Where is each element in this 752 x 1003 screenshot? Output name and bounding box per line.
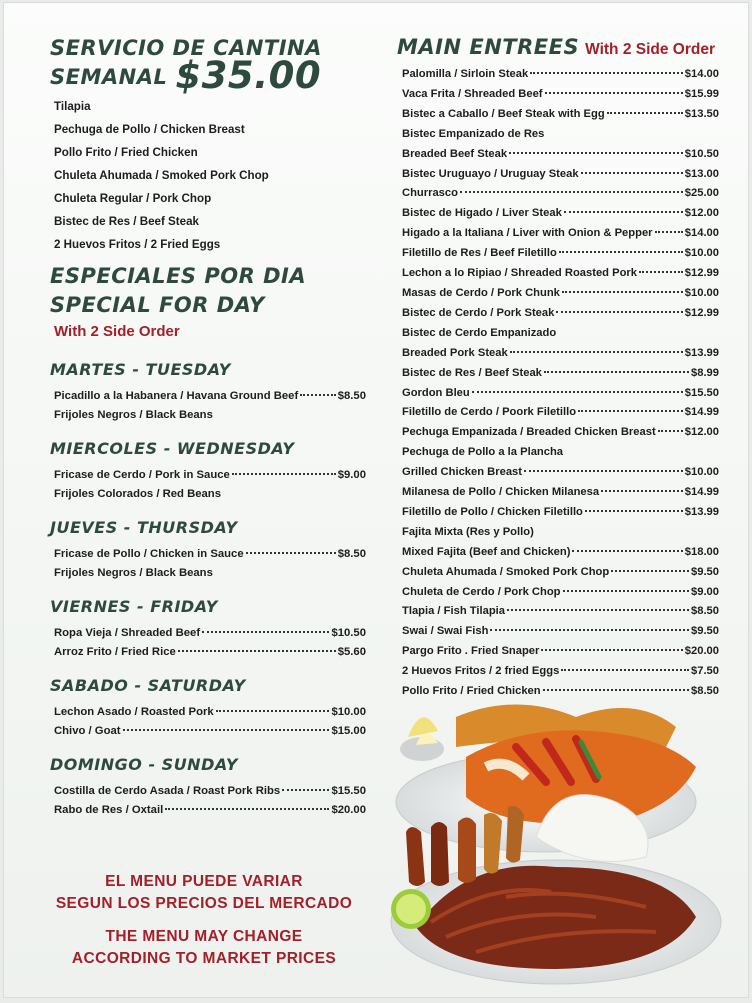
menu-item — [402, 165, 719, 185]
dot-leader — [300, 394, 336, 396]
dot-leader — [472, 391, 683, 393]
item-price: $9.00 — [691, 585, 719, 598]
dot-leader — [562, 291, 683, 293]
especiales-subtitle: With 2 Side Order — [54, 323, 180, 340]
item-name: Bistec a Caballo / Beef Steak with Egg — [402, 107, 605, 120]
item-name: Frijoles Negros / Black Beans — [54, 409, 213, 421]
item-name: Arroz Frito / Fried Rice — [54, 646, 176, 658]
day-heading: MIERCOLES - WEDNESDAY — [50, 439, 295, 458]
menu-item — [402, 284, 719, 304]
item-name: Bistec Uruguayo / Uruguay Steak — [402, 167, 579, 180]
menu-item — [402, 105, 719, 125]
item-name: Higado a la Italiana / Liver with Onion & Pepper — [402, 227, 653, 240]
item-price: $20.00 — [331, 804, 366, 816]
item-name: Churrasco — [402, 187, 458, 200]
list-item: Pechuga de Pollo / Chicken Breast — [54, 123, 245, 136]
dot-leader — [123, 729, 330, 731]
cantina-price: $35.00 — [175, 54, 322, 97]
item-price: $8.50 — [691, 605, 719, 618]
right-column — [397, 35, 719, 702]
item-name: Ropa Vieja / Shreaded Beef — [54, 627, 201, 639]
item-name: Rabo de Res / Oxtail — [54, 804, 164, 816]
item-name: Breaded Pork Steak — [402, 346, 508, 359]
menu-item — [402, 642, 719, 662]
item-price: $5.60 — [337, 646, 366, 658]
list-item: Chuleta Ahumada / Smoked Pork Chop — [54, 169, 269, 182]
dot-leader — [561, 669, 689, 671]
day-heading: DOMINGO - SUNDAY — [50, 755, 238, 774]
item-name: 2 Huevos Fritos / 2 fried Eggs — [402, 665, 560, 678]
item-name: Fricase de Cerdo / Pork in Sauce — [54, 469, 230, 481]
item-price: $14.99 — [684, 406, 719, 419]
dot-leader — [607, 112, 683, 114]
item-name: Bistec de Cerdo / Pork Steak — [402, 306, 555, 319]
dot-leader — [585, 510, 683, 512]
left-column — [50, 35, 366, 820]
menu-item — [402, 503, 719, 523]
dot-leader — [509, 152, 683, 154]
item-name: Gordon Bleu — [402, 386, 470, 399]
item-price: $10.00 — [684, 286, 719, 299]
item-price: $10.50 — [331, 627, 366, 639]
menu-item — [402, 483, 719, 503]
item-name: Grilled Chicken Breast — [402, 466, 522, 479]
menu-item — [402, 662, 719, 682]
item-price: $20.00 — [684, 645, 719, 658]
menu-item — [402, 125, 719, 145]
dot-leader — [544, 371, 689, 373]
item-name: Bistec de Cerdo Empanizado — [402, 326, 557, 339]
cantina-title-line1: SERVICIO DE CANTINA — [50, 36, 322, 60]
menu-item — [54, 387, 366, 406]
item-name: Vaca Frita / Shreaded Beef — [402, 87, 543, 100]
day-heading: VIERNES - FRIDAY — [50, 597, 218, 616]
item-name: Pollo Frito / Fried Chicken — [402, 685, 541, 698]
item-price: $15.50 — [331, 785, 366, 797]
dot-leader — [572, 550, 682, 552]
dot-leader — [564, 211, 683, 213]
item-name: Fajita Mixta (Res y Pollo) — [402, 525, 534, 538]
dot-leader — [559, 251, 683, 253]
item-name: Chuleta de Cerdo / Pork Chop — [402, 585, 561, 598]
item-price: $13.00 — [684, 167, 719, 180]
menu-item — [402, 264, 719, 284]
item-price: $14.00 — [684, 68, 719, 80]
item-name: Bistec de Higado / Liver Steak — [402, 207, 562, 220]
list-item: Chuleta Regular / Pork Chop — [54, 192, 212, 205]
item-price: $12.99 — [684, 306, 719, 319]
day-section — [50, 676, 366, 741]
dot-leader — [490, 629, 689, 631]
item-price: $13.99 — [684, 505, 719, 518]
dot-leader — [543, 689, 689, 691]
menu-item — [54, 545, 366, 564]
menu-item — [54, 406, 366, 425]
menu-item — [402, 543, 719, 563]
item-name: Filetillo de Pollo / Chicken Filetillo — [402, 505, 583, 518]
dot-leader — [563, 590, 689, 592]
item-price: $8.50 — [337, 390, 366, 402]
menu-item — [402, 403, 719, 423]
item-price: $15.99 — [684, 87, 719, 100]
item-price: $15.50 — [684, 386, 719, 399]
cantina-title-line2-row — [50, 54, 366, 97]
item-price: $8.99 — [691, 366, 719, 379]
item-name: Lechon Asado / Roasted Pork — [54, 706, 214, 718]
especiales-title-line1: ESPECIALES POR DIA — [50, 264, 307, 288]
item-price: $12.99 — [684, 267, 719, 280]
item-name: Tlapia / Fish Tilapia — [402, 605, 505, 618]
cantina-title — [50, 35, 366, 97]
price-notice — [24, 871, 384, 970]
dot-leader — [655, 231, 683, 233]
menu-item — [402, 384, 719, 404]
menu-item — [54, 564, 366, 583]
day-heading: SABADO - SATURDAY — [50, 676, 246, 695]
dot-leader — [178, 650, 336, 652]
menu-item — [402, 184, 719, 204]
menu-item — [402, 204, 719, 224]
menu-item — [402, 364, 719, 384]
item-name: Lechon a lo Ripiao / Shreaded Roasted Pork — [402, 267, 637, 280]
dot-leader — [545, 92, 683, 94]
menu-item — [402, 523, 719, 543]
dot-leader — [658, 430, 683, 432]
dot-leader — [581, 172, 683, 174]
item-name: Filetillo de Cerdo / Poork Filetillo — [402, 406, 577, 419]
especiales-title-line2: SPECIAL FOR DAY — [50, 293, 265, 317]
cantina-title-line2: SEMANAL — [50, 65, 168, 89]
day-heading: JUEVES - THURSDAY — [50, 518, 238, 537]
item-price: $14.00 — [684, 227, 719, 240]
menu-item — [402, 244, 719, 264]
cantina-list — [50, 95, 366, 256]
dot-leader — [530, 72, 683, 74]
list-item: Pollo Frito / Fried Chicken — [54, 146, 198, 159]
day-heading: MARTES - TUESDAY — [50, 360, 231, 379]
item-name: Mixed Fajita (Beef and Chicken) — [402, 545, 571, 558]
item-name: Pechuga Empanizada / Breaded Chicken Breast — [402, 426, 656, 439]
item-name: Frijoles Negros / Black Beans — [54, 567, 213, 579]
menu-item — [54, 703, 366, 722]
notice-es-line2: SEGUN LOS PRECIOS DEL MERCADO — [55, 895, 353, 912]
item-name: Bistec Empanizado de Res — [402, 127, 545, 140]
notice-en-line1: THE MENU MAY CHANGE — [105, 928, 303, 945]
item-name: Pargo Frito . Fried Snaper — [402, 645, 540, 658]
dot-leader — [639, 271, 683, 273]
list-item: Tilapia — [54, 100, 91, 113]
day-section — [50, 755, 366, 820]
menu-item — [54, 485, 366, 504]
menu-item — [54, 624, 366, 643]
item-price: $7.50 — [691, 665, 719, 678]
dot-leader — [524, 470, 683, 472]
item-name: Picadillo a la Habanera / Havana Ground Beef — [54, 390, 299, 402]
dot-leader — [246, 552, 336, 554]
main-title-text: MAIN ENTREES — [397, 35, 580, 59]
item-price: $10.00 — [684, 466, 719, 479]
menu-page — [4, 3, 748, 997]
dot-leader — [601, 490, 683, 492]
item-name: Bistec de Res / Beef Steak — [402, 366, 542, 379]
menu-item — [402, 344, 719, 364]
item-price: $18.00 — [684, 545, 719, 558]
menu-item — [54, 466, 366, 485]
item-name: Fricase de Pollo / Chicken in Sauce — [54, 548, 244, 560]
item-price: $10.00 — [331, 706, 366, 718]
menu-item — [402, 583, 719, 603]
menu-item — [402, 602, 719, 622]
list-item: 2 Huevos Fritos / 2 Fried Eggs — [54, 238, 221, 251]
menu-item — [402, 563, 719, 583]
dot-leader — [510, 351, 683, 353]
item-name: Filetillo de Res / Beef Filetillo — [402, 247, 557, 260]
day-section — [50, 518, 366, 583]
item-price: $8.50 — [691, 685, 719, 698]
day-section — [50, 597, 366, 662]
dot-leader — [611, 570, 689, 572]
food-platter-photo — [386, 697, 726, 987]
menu-item — [402, 65, 719, 85]
dot-leader — [232, 473, 336, 475]
dot-leader — [460, 191, 683, 193]
item-price: $13.50 — [684, 107, 719, 120]
day-section — [50, 439, 366, 504]
item-name: Chuleta Ahumada / Smoked Pork Chop — [402, 565, 610, 578]
item-price: $15.00 — [331, 725, 366, 737]
menu-item — [54, 643, 366, 662]
menu-item — [54, 782, 366, 801]
main-title — [397, 35, 719, 59]
item-name: Masas de Cerdo / Pork Chunk — [402, 286, 560, 299]
menu-item — [402, 463, 719, 483]
dot-leader — [165, 808, 329, 810]
menu-item — [54, 722, 366, 741]
main-subtitle: With 2 Side Order — [585, 41, 716, 58]
menu-item — [402, 304, 719, 324]
dot-leader — [556, 311, 682, 313]
dot-leader — [202, 631, 329, 633]
main-entrees-list — [397, 65, 719, 702]
item-price: $12.00 — [684, 426, 719, 439]
dot-leader — [578, 410, 683, 412]
menu-item — [402, 622, 719, 642]
menu-item — [54, 801, 366, 820]
item-name: Palomilla / Sirloin Steak — [402, 68, 529, 80]
menu-item — [402, 224, 719, 244]
especiales-title — [50, 262, 366, 320]
menu-item — [402, 85, 719, 105]
menu-item — [402, 145, 719, 165]
item-name: Breaded Beef Steak — [402, 147, 508, 160]
dot-leader — [282, 789, 329, 791]
menu-item — [402, 443, 719, 463]
item-price: $25.00 — [684, 187, 719, 200]
list-item: Bistec de Res / Beef Steak — [54, 215, 199, 228]
item-price: $9.50 — [691, 565, 719, 578]
dot-leader — [507, 609, 689, 611]
item-name: Pechuga de Pollo a la Plancha — [402, 446, 564, 459]
item-name: Swai / Swai Fish — [402, 625, 489, 638]
item-price: $9.00 — [337, 469, 366, 481]
item-name: Costilla de Cerdo Asada / Roast Pork Ribs — [54, 785, 281, 797]
menu-item — [402, 423, 719, 443]
item-price: $13.99 — [684, 346, 719, 359]
notice-es-line1: EL MENU PUEDE VARIAR — [105, 873, 303, 890]
item-name: Chivo / Goat — [54, 725, 121, 737]
item-price: $12.00 — [684, 207, 719, 220]
dot-leader — [541, 649, 682, 651]
dot-leader — [216, 710, 330, 712]
day-section — [50, 360, 366, 425]
menu-item — [402, 324, 719, 344]
item-name: Frijoles Colorados / Red Beans — [54, 488, 221, 500]
notice-en-line2: ACCORDING TO MARKET PRICES — [71, 950, 337, 967]
item-price: $9.50 — [691, 625, 719, 638]
item-price: $8.50 — [337, 548, 366, 560]
item-price: $14.99 — [684, 486, 719, 499]
item-price: $10.00 — [684, 247, 719, 260]
item-price: $10.50 — [684, 147, 719, 160]
item-name: Milanesa de Pollo / Chicken Milanesa — [402, 486, 600, 499]
